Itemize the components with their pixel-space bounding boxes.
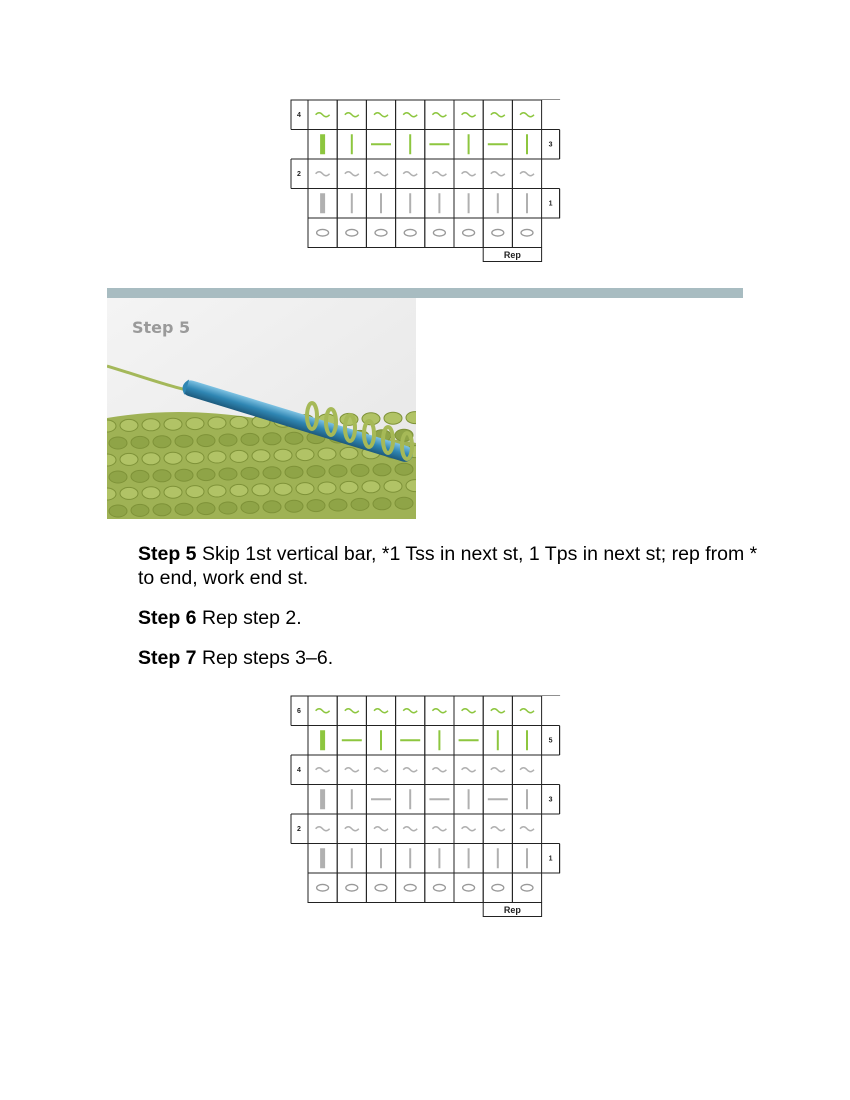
return-pass-symbol [403, 827, 417, 831]
chain-stitch-symbol [404, 229, 416, 236]
return-pass-symbol [316, 113, 330, 117]
edge-stitch-symbol [320, 789, 325, 809]
chart-cell [483, 218, 512, 248]
edge-stitch-symbol [320, 134, 325, 154]
return-pass-symbol [345, 827, 359, 831]
repeat-label: Rep [503, 250, 521, 260]
return-pass-symbol [374, 172, 388, 176]
return-pass-symbol [491, 172, 505, 176]
return-pass-symbol [432, 113, 446, 117]
chart-cell [396, 873, 425, 903]
return-pass-symbol [520, 709, 534, 713]
chain-stitch-symbol [521, 884, 533, 891]
return-pass-symbol [432, 172, 446, 176]
instructions [138, 542, 758, 686]
return-pass-symbol [316, 827, 330, 831]
chart-cell [454, 873, 483, 903]
chart-cell [308, 218, 337, 248]
chart-cell [425, 873, 454, 903]
return-pass-symbol [345, 172, 359, 176]
chain-stitch-symbol [463, 229, 475, 236]
return-pass-symbol [462, 709, 476, 713]
return-pass-symbol [432, 768, 446, 772]
row-number-label: 3 [548, 796, 553, 804]
return-pass-symbol [374, 827, 388, 831]
stitch-chart-bottom [290, 695, 560, 920]
return-pass-symbol [403, 113, 417, 117]
chain-stitch-symbol [492, 229, 504, 236]
row-number-label: 2 [297, 171, 301, 178]
row-number-label: 6 [297, 708, 301, 715]
row-number-label: 4 [297, 112, 301, 119]
row-number-label: 4 [297, 767, 301, 774]
chain-stitch-symbol [521, 229, 533, 236]
instruction-step-5: Step 5 Skip 1st vertical bar, *1 Tss in next st, 1 Tps in next st; rep from * to end, work end st. [138, 543, 758, 589]
return-pass-symbol [432, 709, 446, 713]
return-pass-symbol [403, 709, 417, 713]
chart-cell [337, 873, 366, 903]
return-pass-symbol [316, 172, 330, 176]
return-pass-symbol [520, 768, 534, 772]
return-pass-symbol [462, 172, 476, 176]
return-pass-symbol [345, 113, 359, 117]
chain-stitch-symbol [375, 229, 387, 236]
chart-cell [396, 218, 425, 248]
return-pass-symbol [403, 172, 417, 176]
chart-cell [425, 218, 454, 248]
step-5-photo [107, 298, 416, 519]
return-pass-symbol [403, 768, 417, 772]
return-pass-symbol [520, 827, 534, 831]
edge-stitch-symbol [320, 730, 325, 750]
chart-cell [454, 218, 483, 248]
section-divider [107, 288, 743, 298]
return-pass-symbol [345, 768, 359, 772]
edge-stitch-symbol [320, 193, 325, 213]
chain-stitch-symbol [492, 884, 504, 891]
chain-stitch-symbol [463, 884, 475, 891]
return-pass-symbol [491, 768, 505, 772]
chain-stitch-symbol [375, 884, 387, 891]
return-pass-symbol [374, 113, 388, 117]
instruction-step-7: Step 7 Rep steps 3–6. [138, 647, 334, 669]
return-pass-symbol [345, 709, 359, 713]
row-number-label: 1 [548, 855, 553, 863]
return-pass-symbol [316, 768, 330, 772]
return-pass-symbol [462, 113, 476, 117]
chain-stitch-symbol [346, 884, 358, 891]
chart-cell [366, 873, 395, 903]
return-pass-symbol [432, 827, 446, 831]
edge-stitch-symbol [320, 848, 325, 868]
chart-cell [308, 873, 337, 903]
row-number-label: 3 [548, 141, 553, 149]
row-number-label: 2 [297, 826, 301, 833]
chain-stitch-symbol [433, 884, 445, 891]
chart-cell [512, 218, 541, 248]
chain-stitch-symbol [317, 229, 329, 236]
return-pass-symbol [491, 827, 505, 831]
chart-cell [366, 218, 395, 248]
chain-stitch-symbol [317, 884, 329, 891]
crochet-photo-illustration [107, 298, 416, 519]
return-pass-symbol [462, 827, 476, 831]
chart-cell [483, 873, 512, 903]
return-pass-symbol [491, 113, 505, 117]
return-pass-symbol [316, 709, 330, 713]
row-number-label: 1 [548, 200, 553, 208]
return-pass-symbol [462, 768, 476, 772]
chain-stitch-symbol [433, 229, 445, 236]
chart-cell [337, 218, 366, 248]
return-pass-symbol [520, 172, 534, 176]
repeat-label: Rep [503, 905, 521, 915]
chart-cell [512, 873, 541, 903]
photo-step-label: Step 5 [132, 318, 191, 337]
instruction-step-6: Step 6 Rep step 2. [138, 607, 302, 629]
return-pass-symbol [374, 768, 388, 772]
return-pass-symbol [491, 709, 505, 713]
return-pass-symbol [520, 113, 534, 117]
stitch-chart-top [290, 99, 560, 267]
chain-stitch-symbol [346, 229, 358, 236]
return-pass-symbol [374, 709, 388, 713]
chain-stitch-symbol [404, 884, 416, 891]
row-number-label: 5 [548, 737, 553, 745]
